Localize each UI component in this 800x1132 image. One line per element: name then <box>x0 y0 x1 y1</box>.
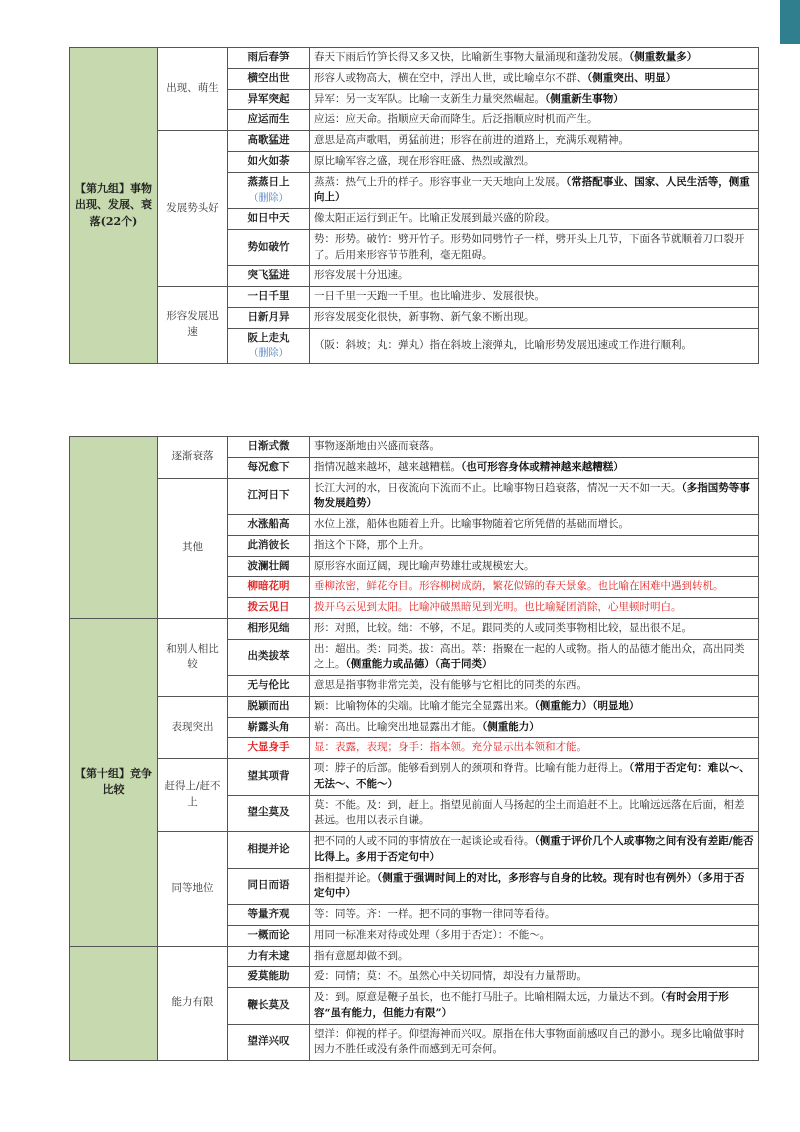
table-row <box>70 287 759 308</box>
idiom-term: 同日而语 <box>228 868 310 905</box>
idiom-meaning: 拨开乌云见到太阳。比喻冲破黑暗见到光明。也比喻疑团消除，心里顿时明白。 <box>310 598 759 619</box>
idiom-term: 高歌猛进 <box>228 131 310 152</box>
group-label: 【第十组】竞争比较 <box>70 618 158 946</box>
idiom-term: 应运而生 <box>228 110 310 131</box>
idiom-term: 相形见绌 <box>228 618 310 639</box>
idiom-term: 江河日下 <box>228 478 310 515</box>
idiom-term: 水涨船高 <box>228 515 310 536</box>
idiom-meaning: 爱：同情；莫：不。虽然心中关切同情，却没有力量帮助。 <box>310 967 759 988</box>
category-label: 发展势头好 <box>158 131 228 287</box>
idiom-term: 波澜壮阔 <box>228 556 310 577</box>
idiom-term: 柳暗花明 <box>228 577 310 598</box>
idiom-meaning: 望洋：仰视的样子。仰望海神而兴叹。原指在伟大事物面前感叹自己的渺小。现多比喻做事时因力不胜任或没有条件而感到无可奈何。 <box>310 1024 759 1061</box>
idiom-term: 爱莫能助 <box>228 967 310 988</box>
idiom-term: 日渐式微 <box>228 437 310 458</box>
table-row <box>70 618 759 639</box>
idiom-meaning: 等：同等。齐：一样。把不同的事物一律同等看待。 <box>310 905 759 926</box>
idiom-meaning: 像太阳正运行到正午。比喻正发展到最兴盛的阶段。 <box>310 209 759 230</box>
idiom-term: 拨云见日 <box>228 598 310 619</box>
idiom-meaning: 意思是高声歌唱，勇猛前进；形容在前进的道路上，充满乐观精神。 <box>310 131 759 152</box>
table-row <box>70 759 759 796</box>
table-row <box>70 131 759 152</box>
table-row <box>70 946 759 967</box>
idiom-term: 横空出世 <box>228 68 310 89</box>
idiom-table-group-10 <box>69 436 759 1061</box>
idiom-term: 每况愈下 <box>228 457 310 478</box>
idiom-term: 如日中天 <box>228 209 310 230</box>
idiom-term: 等量齐观 <box>228 905 310 926</box>
idiom-term: 鞭长莫及 <box>228 988 310 1025</box>
idiom-term: 异军突起 <box>228 89 310 110</box>
idiom-meaning: 水位上涨，船体也随着上升。比喻事物随着它所凭借的基础而增长。 <box>310 515 759 536</box>
delete-note: （删除） <box>248 348 289 360</box>
idiom-term: 望洋兴叹 <box>228 1024 310 1061</box>
idiom-meaning: 一日千里一天跑一千里。也比喻进步、发展很快。 <box>310 287 759 308</box>
idiom-meaning: 意思是指事物非常完美，没有能够与它相比的同类的东西。 <box>310 676 759 697</box>
idiom-meaning: 用同一标准来对待或处理（多用于否定）：不能～。 <box>310 925 759 946</box>
idiom-meaning: 应运：应天命。指顺应天命而降生。后泛指顺应时机而产生。 <box>310 110 759 131</box>
table-row <box>70 478 759 515</box>
idiom-meaning: 原比喻军容之盛，现在形容旺盛、热烈或激烈。 <box>310 151 759 172</box>
table-row <box>70 437 759 458</box>
category-label: 同等地位 <box>158 832 228 947</box>
group-label: 【第九组】事物出现、发展、衰落(22个) <box>70 48 158 364</box>
idiom-term: 脱颖而出 <box>228 696 310 717</box>
idiom-term: 一日千里 <box>228 287 310 308</box>
idiom-term: 日新月异 <box>228 307 310 328</box>
idiom-term: 崭露头角 <box>228 717 310 738</box>
idiom-meaning: 原形容水面辽阔，现比喻声势雄壮或规模宏大。 <box>310 556 759 577</box>
idiom-meaning: 莫：不能。及：到，赶上。指望见前面人马扬起的尘土而追赶不上。比喻远远落在后面，相差甚远。也用以表示自谦。 <box>310 795 759 832</box>
idiom-meaning: 垂柳浓密，鲜花夺目。形容柳树成荫，繁花似锦的春天景象。也比喻在困难中遇到转机。 <box>310 577 759 598</box>
category-label: 其他 <box>158 478 228 618</box>
category-label: 能力有限 <box>158 946 228 1061</box>
idiom-term: 阪上走丸 （删除） <box>228 328 310 364</box>
idiom-meaning: 春天下雨后竹笋长得又多又快，比喻新生事物大量涌现和蓬勃发展。（侧重数量多） <box>310 48 759 69</box>
idiom-meaning: 异军：另一支军队。比喻一支新生力量突然崛起。（侧重新生事物） <box>310 89 759 110</box>
delete-note: （删除） <box>248 192 289 204</box>
idiom-meaning: 势：形势。破竹：劈开竹子。形势如同劈竹子一样，劈开头上几节，下面各节就顺着刀口裂开了。后用来形容节节胜利，毫无阻碍。 <box>310 229 759 266</box>
idiom-term: 望尘莫及 <box>228 795 310 832</box>
table-row <box>70 48 759 69</box>
idiom-term: 突飞猛进 <box>228 266 310 287</box>
idiom-term: 此消彼长 <box>228 535 310 556</box>
category-label: 逐渐衰落 <box>158 437 228 479</box>
category-label: 出现、萌生 <box>158 48 228 131</box>
idiom-meaning: 指这个下降，那个上升。 <box>310 535 759 556</box>
idiom-meaning: 形：对照，比较。绌：不够，不足。跟同类的人或同类事物相比较，显出很不足。 <box>310 618 759 639</box>
idiom-meaning: 指相提并论。（侧重于强调时间上的对比，多形容与自身的比较。现有时也有例外）（多用于否定句中） <box>310 868 759 905</box>
idiom-term: 出类拔萃 <box>228 639 310 676</box>
idiom-meaning: 形容发展变化很快，新事物、新气象不断出现。 <box>310 307 759 328</box>
page-edge-tab <box>780 0 800 44</box>
idiom-term: 雨后春笋 <box>228 48 310 69</box>
idiom-term: 望其项背 <box>228 759 310 796</box>
idiom-meaning: 指有意愿却做不到。 <box>310 946 759 967</box>
idiom-meaning: 把不同的人或不同的事情放在一起谈论或看待。（侧重于评价几个人或事物之间有没有差距/能否比得上。多用于否定句中） <box>310 832 759 869</box>
idiom-meaning: 崭：高出。比喻突出地显露出才能。（侧重能力） <box>310 717 759 738</box>
idiom-term: 蒸蒸日上 （删除） <box>228 172 310 209</box>
idiom-term: 如火如荼 <box>228 151 310 172</box>
idiom-meaning: 项：脖子的后部。能够看到别人的颈项和脊背。比喻有能力赶得上。（常用于否定句：难以～、无法～、不能～） <box>310 759 759 796</box>
idiom-meaning: 出：超出。类：同类。拔：高出。萃：指聚在一起的人或物。指人的品德才能出众，高出同类之上。（侧重能力或品德）（高于同类） <box>310 639 759 676</box>
idiom-term: 大显身手 <box>228 738 310 759</box>
idiom-meaning: 事物逐渐地由兴盛而衰落。 <box>310 437 759 458</box>
idiom-term: 相提并论 <box>228 832 310 869</box>
table-row <box>70 832 759 869</box>
idiom-meaning: 蒸蒸：热气上升的样子。形容事业一天天地向上发展。（常搭配事业、国家、人民生活等，侧重向上） <box>310 172 759 209</box>
idiom-meaning: （阪：斜坡；丸：弹丸）指在斜坡上滚弹丸，比喻形势发展迅速或工作进行顺利。 <box>310 328 759 364</box>
category-label: 形容发展迅速 <box>158 287 228 364</box>
idiom-term: 力有未逮 <box>228 946 310 967</box>
idiom-meaning: 及：到。原意是鞭子虽长，也不能打马肚子。比喻相隔太远，力量达不到。（有时会用于形容“虽有能力，但能力有限”） <box>310 988 759 1025</box>
category-label: 赶得上/赶不上 <box>158 759 228 832</box>
idiom-meaning: 显：表露，表现；身手：指本领。充分显示出本领和才能。 <box>310 738 759 759</box>
idiom-meaning: 形容发展十分迅速。 <box>310 266 759 287</box>
idiom-meaning: 长江大河的水，日夜流向下流而不止。比喻事物日趋衰落，情况一天不如一天。（多指国势等事物发展趋势） <box>310 478 759 515</box>
idiom-meaning: 指情况越来越坏，越来越糟糕。（也可形容身体或精神越来越糟糕） <box>310 457 759 478</box>
group-continuation <box>70 946 158 1061</box>
idiom-term: 势如破竹 <box>228 229 310 266</box>
idiom-meaning: 形容人或物高大，横在空中，浮出人世，或比喻卓尔不群、（侧重突出、明显） <box>310 68 759 89</box>
idiom-meaning: 颖：比喻物体的尖端。比喻才能完全显露出来。（侧重能力）（明显地） <box>310 696 759 717</box>
category-label: 和别人相比较 <box>158 618 228 696</box>
table-row <box>70 696 759 717</box>
idiom-term: 无与伦比 <box>228 676 310 697</box>
group-continuation <box>70 437 158 619</box>
idiom-term: 一概而论 <box>228 925 310 946</box>
idiom-table-group-9 <box>69 47 759 364</box>
category-label: 表现突出 <box>158 696 228 758</box>
